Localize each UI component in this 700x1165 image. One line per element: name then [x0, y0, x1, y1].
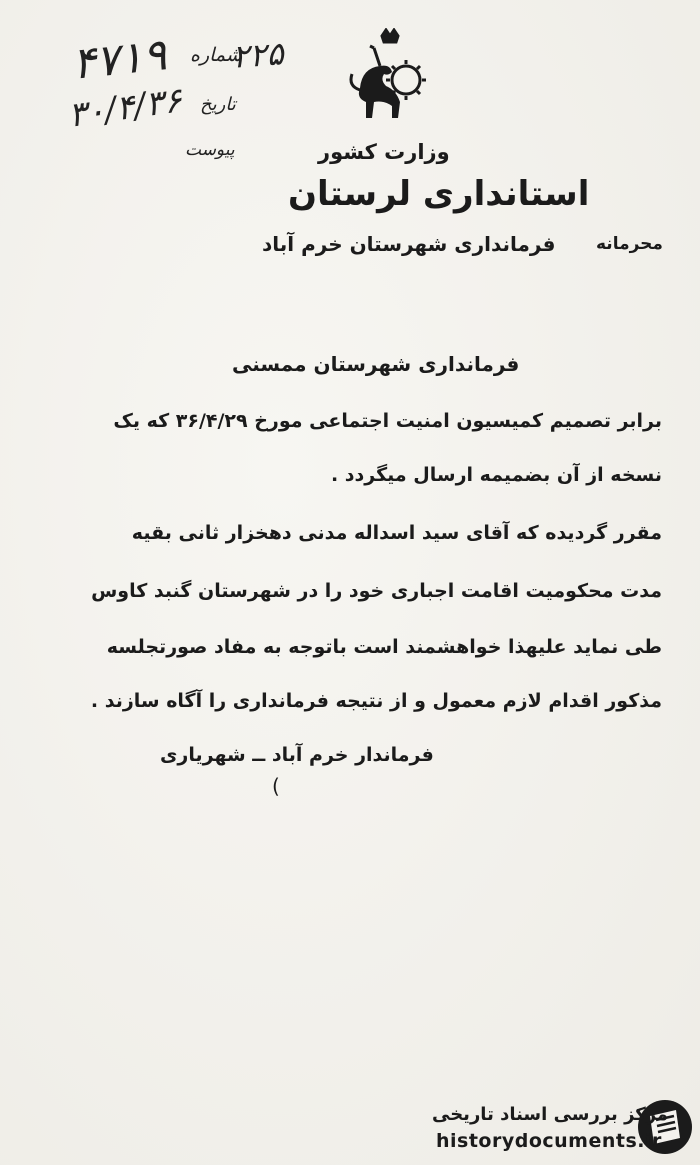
- number-label: شماره: [190, 44, 242, 66]
- parenthesis-mark: (: [272, 774, 280, 798]
- body-line: نسخه از آن بضمیمه ارسال میگردد .: [330, 464, 662, 486]
- body-line: طی نماید علیهذا خواهشمند است باتوجه به مفاد صورتجلسه: [106, 636, 662, 658]
- lion-and-sun-emblem-icon: [340, 28, 440, 128]
- county-office-title: فرمانداری شهرستان خرم آباد: [262, 232, 556, 256]
- signature-line: فرماندار خرم آباد ــ شهریاری: [160, 744, 434, 766]
- body-line: مقرر گردیده که آقای سید اسداله مدنی دهخزار ثانی بقیه: [131, 522, 662, 544]
- reference-number: ۴۷۱۹: [69, 29, 169, 90]
- attachment-label: پیوست: [185, 140, 235, 160]
- classification-label: محرمانه: [596, 234, 663, 254]
- watermark-title: مرکز بررسی اسناد تاریخی: [432, 1104, 669, 1125]
- province-office-title: استانداری لرستان: [288, 174, 590, 214]
- ministry-name: وزارت کشور: [318, 140, 450, 164]
- watermark-url: historydocuments.ir: [436, 1130, 662, 1152]
- number-value: ۲۲۵: [230, 34, 285, 76]
- date-value: ۳۰/۴/۳۶: [65, 80, 185, 136]
- date-label: تاریخ: [200, 94, 236, 115]
- body-line: برابر تصمیم کمیسیون امنیت اجتماعی مورخ ۳۶/۴/۲۹ که یک: [113, 410, 662, 432]
- body-line: مذکور اقدام لازم معمول و از نتیجه فرمانداری را آگاه سازند .: [90, 690, 662, 712]
- recipient-line: فرمانداری شهرستان ممسنی: [232, 352, 520, 376]
- body-line: مدت محکومیت اقامت اجباری خود را در شهرستان گنبد کاوس: [91, 580, 662, 602]
